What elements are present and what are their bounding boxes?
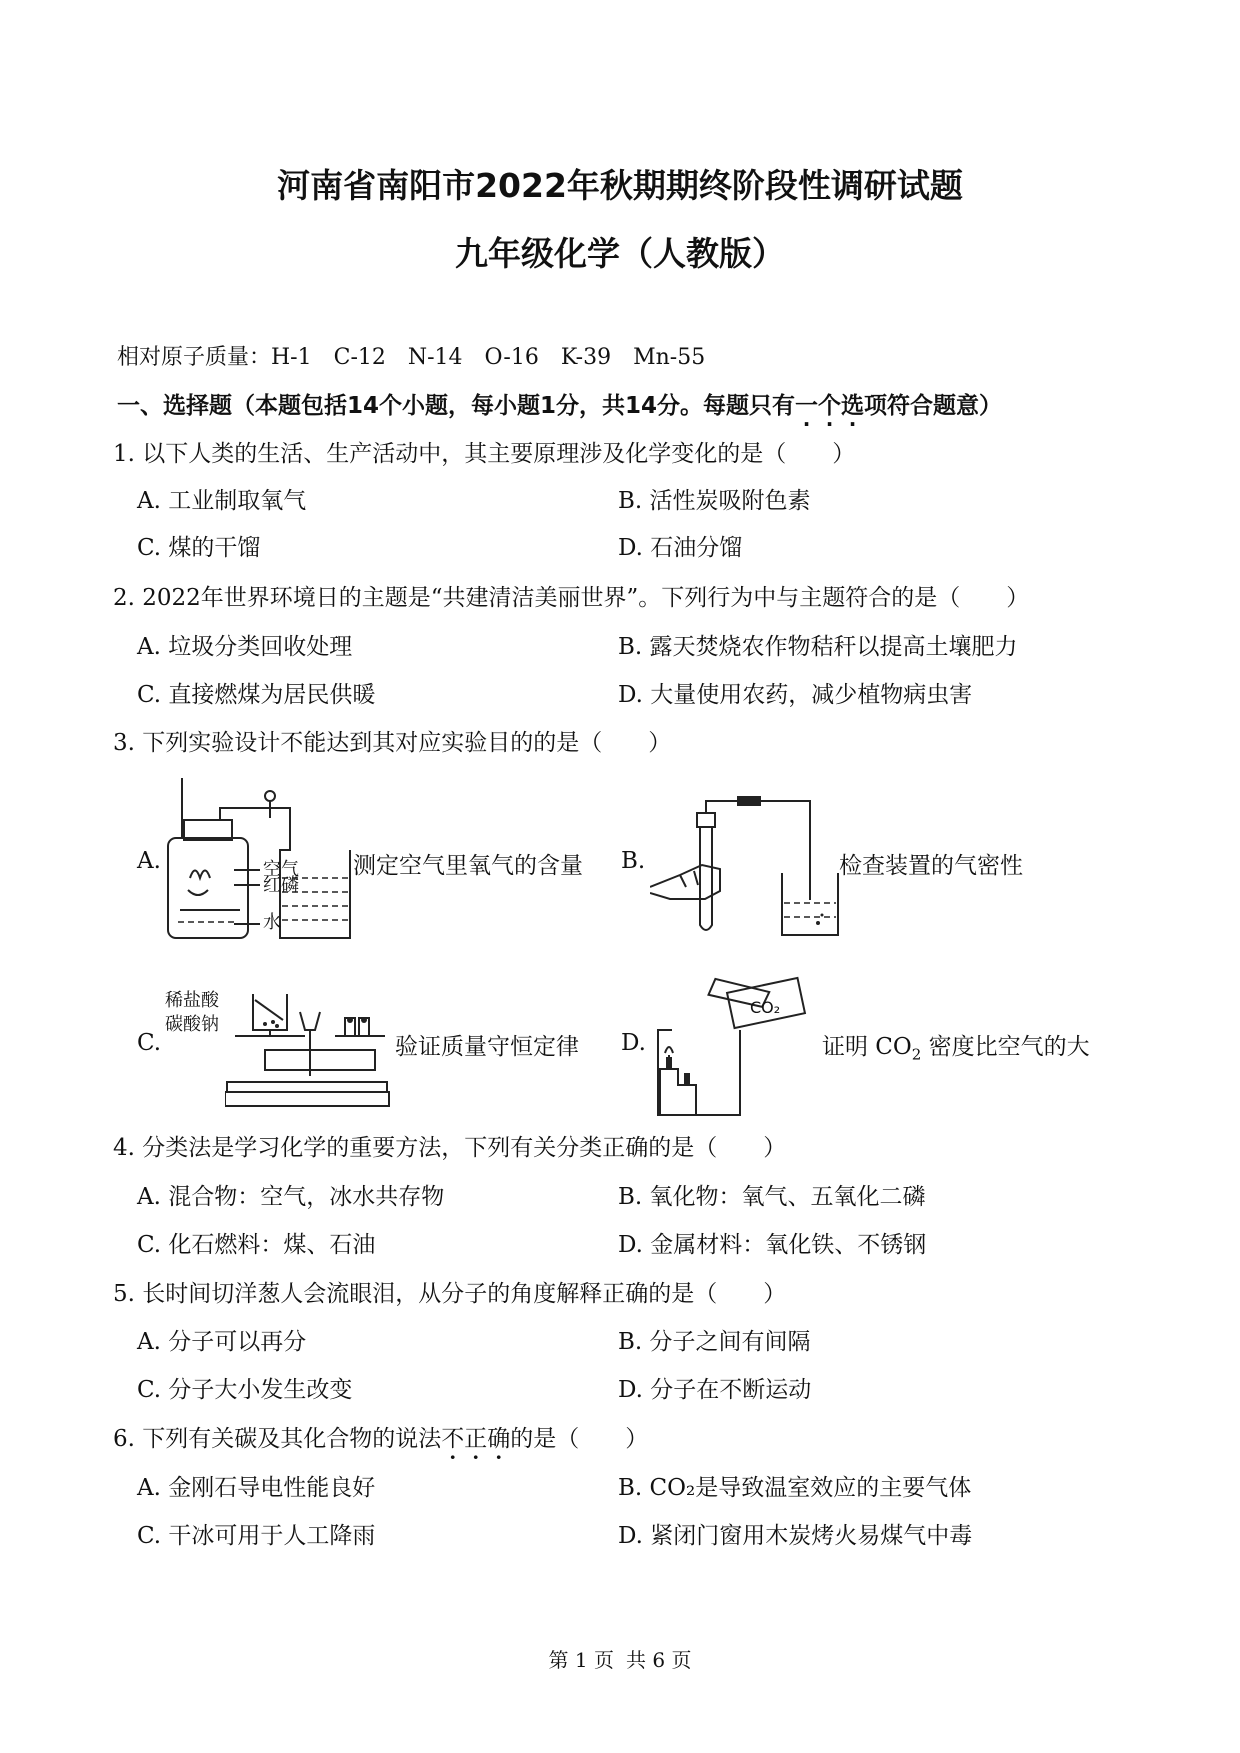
option: A. 金刚石导电性能良好 [137,1475,376,1501]
stem-text: 6. 下列有关碳及其化合物的说法 [113,1426,442,1452]
option: C. 煤的干馏 [137,535,261,561]
emphasis-char: 确 [487,1426,511,1452]
option: D. 金属材料：氧化铁、不锈钢 [618,1232,927,1258]
section-heading-pre: 一、选择题（本题包括14个小题，每小题1分，共14分。每题只有 [117,393,796,419]
option: A. 混合物：空气，冰水共存物 [137,1184,445,1210]
option: C. 分子大小发生改变 [137,1377,353,1403]
emphasis-char: 一 [795,393,819,419]
co2-bottle-label: CO₂ [750,998,781,1017]
section-heading-post: 项符合题意） [864,393,1003,419]
question-stem: 4. 分类法是学习化学的重要方法，下列有关分类正确的是（ ） [113,1135,787,1161]
figure-a-label: A. [137,848,161,874]
caption-subscript: 2 [911,1045,922,1064]
option: C. 干冰可用于人工降雨 [137,1523,376,1549]
airtightness-check-diagram [650,795,840,945]
atomic-masses: 相对原子质量：H-1 C-12 N-14 O-16 K-39 Mn-55 [117,345,706,370]
question-stem: 5. 长时间切洋葱人会流眼泪，从分子的角度解释正确的是（ ） [113,1281,787,1307]
option: A. 分子可以再分 [137,1329,307,1355]
emphasis-char: 个 [818,393,842,419]
figure-c-label: C. [137,1030,162,1056]
option: D. 紧闭门窗用木炭烤火易煤气中毒 [618,1523,973,1549]
option: C. 直接燃煤为居民供暖 [137,682,376,708]
page-total: 共 6 页 [626,1648,692,1672]
label-dilute-hcl: 稀盐酸 [165,990,219,1011]
figure-d-caption [822,1032,1090,1070]
figure-a-caption: 测定空气里氧气的含量 [353,853,583,879]
figure-c-caption: 验证质量守恒定律 [395,1034,579,1060]
option: C. 化石燃料：煤、石油 [137,1232,376,1258]
question-stem: 3. 下列实验设计不能达到其对应实验目的的是（ ） [113,730,672,756]
label-red-phosphorus: 红磷 [263,875,299,896]
option: B. CO₂是导致温室效应的主要气体 [618,1475,972,1501]
option: D. 大量使用农药，减少植物病虫害 [618,682,973,708]
option: A. 工业制取氧气 [137,488,307,514]
page-number: 第 1 页 [548,1648,614,1672]
figure-b-label: B. [621,848,646,874]
label-water: 水 [263,912,281,933]
option: B. 活性炭吸附色素 [618,488,811,514]
option: D. 石油分馏 [618,535,743,561]
option: A. 垃圾分类回收处理 [137,634,353,660]
option: D. 分子在不断运动 [618,1377,812,1403]
caption-text: 密度比空气的大 [921,1034,1090,1060]
label-sodium-carbonate: 碳酸钠 [165,1014,219,1035]
page-footer [0,1644,1240,1673]
co2-candles-beaker-diagram [652,975,812,1120]
option: B. 分子之间有间隔 [618,1329,811,1355]
section-heading [117,391,1002,421]
emphasis-char: 不 [441,1426,465,1452]
option: B. 氧化物：氧气、五氧化二磷 [618,1184,926,1210]
question-stem: 2. 2022年世界环境日的主题是“共建清洁美丽世界”。下列行为中与主题符合的是（ ） [113,585,1030,611]
stem-text: 的是（ ） [510,1426,649,1452]
question-stem: 1. 以下人类的生活、生产活动中，其主要原理涉及化学变化的是（ ） [113,441,856,467]
exam-title: 河南省南阳市2022年秋期期终阶段性调研试题 [277,166,963,205]
mass-conservation-balance-diagram [225,990,390,1110]
emphasis-char: 选 [841,393,865,419]
option: B. 露天焚烧农作物秸秆以提高土壤肥力 [618,634,1018,660]
label-air: 空气 [263,859,299,880]
question-stem [113,1424,648,1454]
caption-text: 证明 CO [822,1034,912,1060]
emphasis-char: 正 [464,1426,488,1452]
figure-b-caption: 检查装置的气密性 [839,853,1023,879]
exam-subtitle: 九年级化学（人教版） [455,234,785,273]
figure-d-label: D. [621,1030,646,1056]
